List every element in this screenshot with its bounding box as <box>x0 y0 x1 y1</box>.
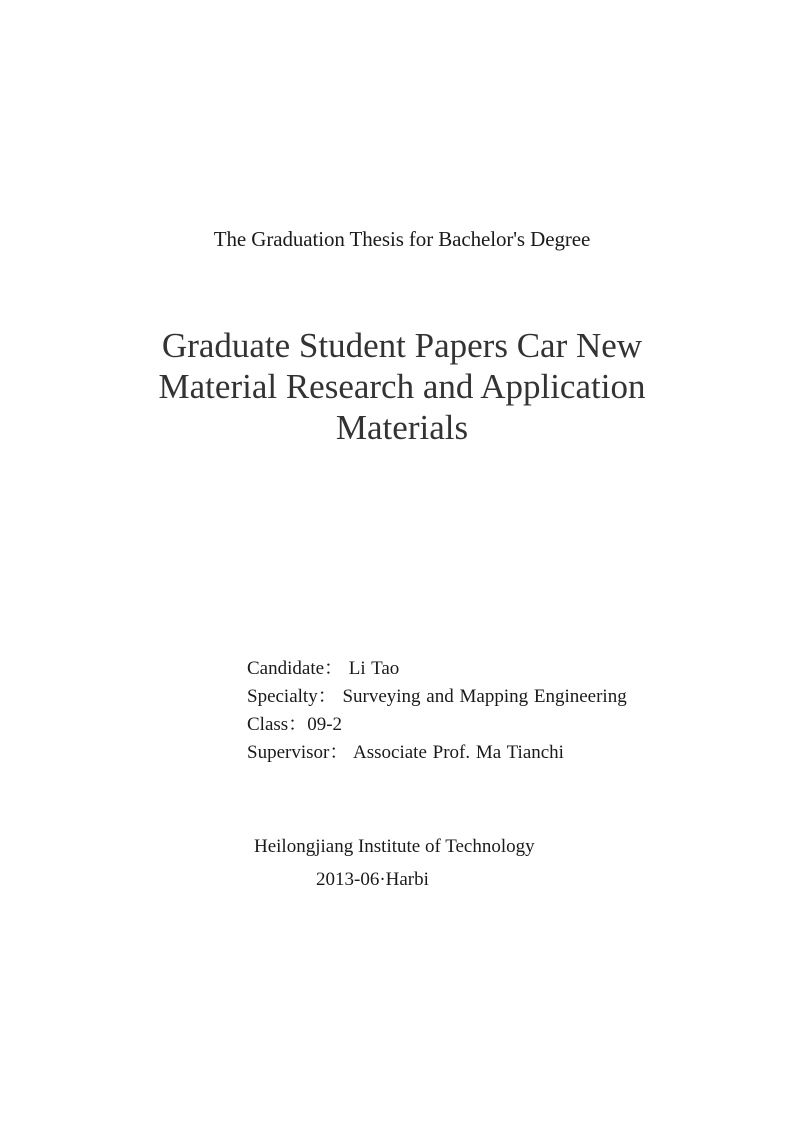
supervisor-row <box>247 739 627 767</box>
candidate-row <box>247 655 627 683</box>
thesis-title <box>0 325 794 448</box>
candidate-info-block <box>247 655 627 767</box>
specialty-value: Surveying and Mapping Engineering <box>342 686 627 707</box>
specialty-row <box>247 683 627 711</box>
thesis-title-line-2: Material Research and Application <box>158 367 646 406</box>
supervisor-value: Associate Prof. Ma Tianchi <box>353 742 564 763</box>
date-place: 2013-06·Harbi <box>316 869 429 890</box>
degree-subtitle: The Graduation Thesis for Bachelor's Degree <box>213 227 591 251</box>
supervisor-label: Supervisor： <box>247 742 349 763</box>
class-value: 09-2 <box>307 714 343 735</box>
candidate-label: Candidate： <box>247 658 344 679</box>
thesis-title-line-3: Materials <box>335 408 469 447</box>
class-label: Class： <box>247 714 308 735</box>
class-row <box>247 711 627 739</box>
institution-name: Heilongjiang Institute of Technology <box>254 836 535 857</box>
candidate-value: Li Tao <box>348 658 400 679</box>
thesis-title-line-1: Graduate Student Papers Car New <box>161 326 643 365</box>
specialty-label: Specialty： <box>247 686 337 707</box>
